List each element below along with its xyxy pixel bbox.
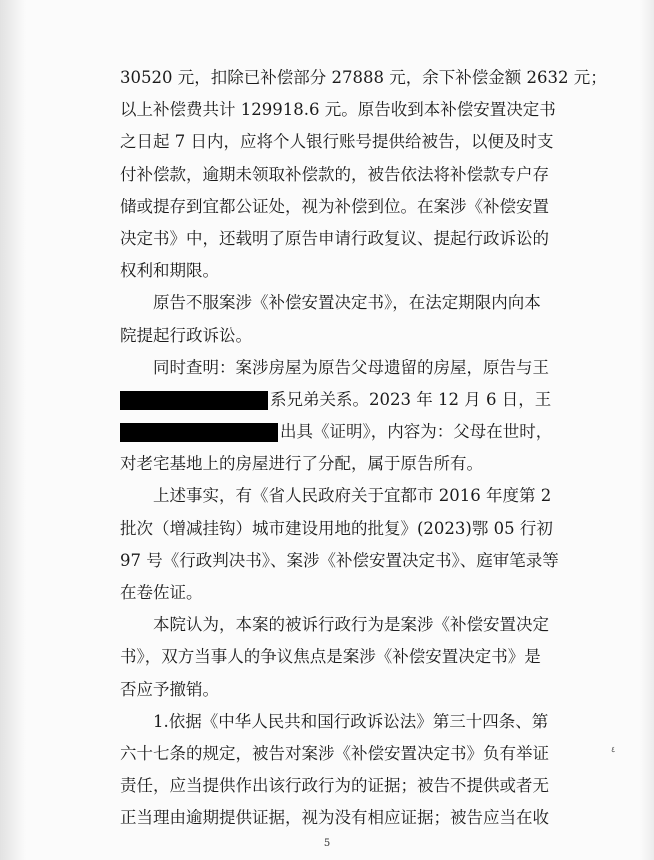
text-line: 上述事实，有《省人民政府关于宜都市 2016 年度第 2 xyxy=(153,486,552,506)
text-line: 批次（增减挂钩）城市建设用地的批复》(2023)鄂 05 行初 xyxy=(120,518,553,538)
text-segment: 出具《证明》，内容为：父母在世时， xyxy=(280,422,553,442)
text-line: 六十七条的规定，被告对案涉《补偿安置决定书》负有举证 xyxy=(120,743,549,763)
text-line: 书》，双方当事人的争议焦点是案涉《补偿安置决定书》是 xyxy=(120,647,541,667)
text-line: 责任，应当提供作出该行政行为的证据；被告不提供或者无 xyxy=(120,776,549,796)
text-line: 对老宅基地上的房屋进行了分配，属于原告所有。 xyxy=(120,454,483,474)
text-line-redacted xyxy=(120,384,552,416)
text-line: 30520 元，扣除已补偿部分 27888 元，余下补偿金额 2632 元； xyxy=(120,68,607,87)
text-line: 权利和期限。 xyxy=(120,261,219,281)
text-line: 本院认为，本案的被诉行政行为是案涉《补偿安置决定 xyxy=(153,615,549,635)
text-line: 院提起行政诉讼。 xyxy=(120,325,252,345)
text-line: 以上补偿费共计 129918.6 元。原告收到本补偿安置决定书 xyxy=(120,100,556,120)
text-line: 原告不服案涉《补偿安置决定书》，在法定期限内向本 xyxy=(153,293,541,313)
text-line: 同时查明：案涉房屋为原告父母遗留的房屋，原告与王 xyxy=(153,357,549,377)
text-line: 之日起 7 日内，应将个人银行账号提供给被告，以便及时支 xyxy=(120,132,554,152)
text-line: 付补偿款，逾期未领取补偿款的，被告依法将补偿款专户存 xyxy=(120,164,549,184)
scan-edge-shadow-right xyxy=(640,0,654,860)
page-number: 5 xyxy=(323,838,331,849)
scan-edge-shadow xyxy=(0,0,26,860)
text-line: 决定书》中，还载明了原告申请行政复议、提起行政诉讼的 xyxy=(120,228,549,248)
text-line: 在卷佐证。 xyxy=(120,583,203,602)
document-body xyxy=(120,62,607,835)
text-line: 1.依据《中华人民共和国行政诉讼法》第三十四条、第 xyxy=(153,711,549,731)
text-line-redacted xyxy=(120,416,553,448)
text-segment: 系兄弟关系。2023 年 12 月 6 日，王 xyxy=(270,389,552,409)
redaction-bar xyxy=(120,423,278,442)
scan-artifact-mark: ٤ xyxy=(611,745,616,754)
text-line: 97 号《行政判决书》、案涉《补偿安置决定书》、庭审笔录等 xyxy=(120,550,559,570)
text-line: 正当理由逾期提供证据，视为没有相应证据；被告应当在收 xyxy=(120,808,549,828)
text-line: 储或提存到宜都公证处，视为补偿到位。在案涉《补偿安置 xyxy=(120,196,549,216)
redaction-bar xyxy=(120,391,268,410)
text-line: 否应予撤销。 xyxy=(120,679,219,699)
